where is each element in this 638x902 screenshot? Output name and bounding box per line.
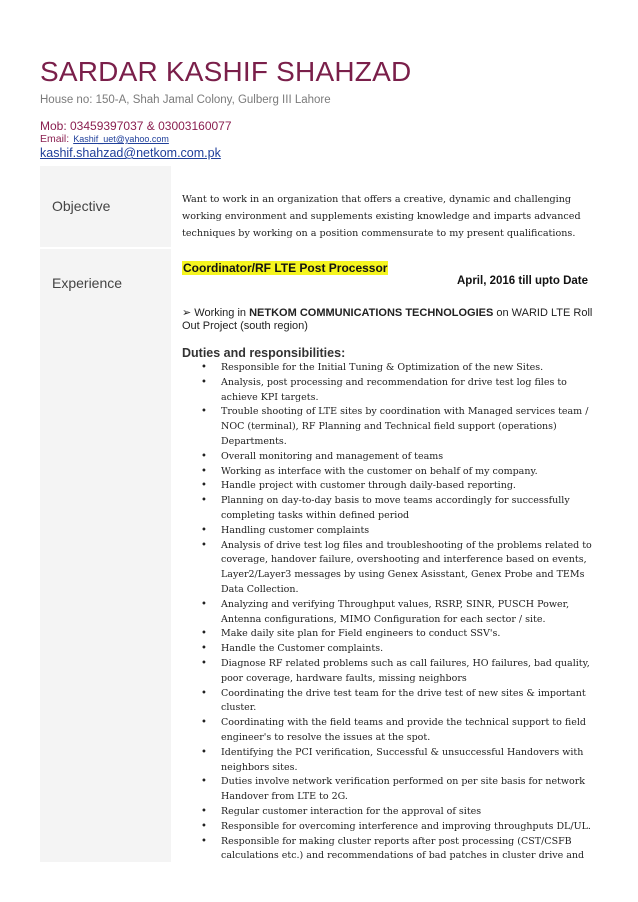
email-label: Email:: [40, 133, 70, 145]
company-name: NETKOM COMMUNICATIONS TECHNOLOGIES: [249, 307, 494, 319]
objective-label: Objective: [52, 198, 111, 214]
job-date: April, 2016 till upto Date: [457, 275, 588, 287]
list-item: • Coordinating with the field teams and provide the technical support to field engineer's to resolve the issues at the spot.: [201, 716, 599, 746]
list-item: • Handling customer complaints: [201, 524, 599, 539]
list-item: • Analysis, post processing and recommendation for drive test log files to achieve KPI targets.: [201, 376, 599, 406]
list-item: • Identifying the PCI verification, Successful & unsuccessful Handovers with neighbors sites.: [201, 746, 599, 776]
list-item: • Planning on day-to-day basis to move teams accordingly for successfully completing tasks within defined period: [201, 494, 599, 524]
list-item: • Regular customer interaction for the approval of sites: [201, 805, 599, 820]
experience-label: Experience: [52, 275, 123, 291]
email-link-yahoo[interactable]: Kashif_uet@yahoo.com: [73, 134, 169, 144]
list-item: • Responsible for the Initial Tuning & Optimization of the new Sites.: [201, 361, 599, 376]
email-link-netkom[interactable]: kashif.shahzad@netkom.com.pk: [40, 146, 221, 160]
candidate-name: SARDAR KASHIF SHAHZAD: [40, 56, 412, 87]
working-line: [182, 307, 602, 333]
list-item: • Analysis of drive test log files and troubleshooting of the problems related to coverage, handover failure, overshooting and interference based on events, Layer2/Layer3 messages by using Genex Asisstant, Genex Probe and TEMs Data Collection.: [201, 539, 599, 598]
duties-heading: Duties and responsibilities:: [182, 346, 346, 360]
objective-text: Want to work in an organization that offers a creative, dynamic and challenging working environment and supplements existing knowledge and imparts advanced techniques by working on a position commensurate to my present qualifications.: [182, 194, 581, 239]
list-item: • Duties involve network verification performed on per site basis for network Handover from LTE to 2G.: [201, 775, 599, 805]
working-prefix: ➢ Working in: [182, 307, 250, 319]
address: House no: 150-A, Shah Jamal Colony, Gulberg III Lahore: [40, 94, 331, 106]
left-column: [40, 166, 171, 862]
job-title: Coordinator/RF LTE Post Processor: [183, 261, 388, 275]
list-item: • Responsible for overcoming interference and improving throughputs DL/UL.: [201, 820, 599, 835]
list-item: • Coordinating the drive test team for the drive test of new sites & important cluster.: [201, 687, 599, 717]
list-item: • Trouble shooting of LTE sites by coordination with Managed services team / NOC (terminal), RF Planning and Technical field support (operations) Departments.: [201, 405, 599, 449]
list-item: • Make daily site plan for Field engineers to conduct SSV's.: [201, 627, 599, 642]
list-item: • Diagnose RF related problems such as call failures, HO failures, bad quality, poor coverage, hardware faults, missing neighbors: [201, 657, 599, 687]
working-suffix: on WARID LTE Roll Out Project (south region): [182, 307, 593, 332]
list-item: • Overall monitoring and management of teams: [201, 450, 599, 465]
list-item: • Working as interface with the customer on behalf of my company.: [201, 465, 599, 480]
mobile: Mob: 03459397037 & 03003160077: [40, 119, 232, 133]
left-column-divider: [40, 247, 171, 249]
duties-list: [201, 361, 599, 864]
list-item: • Responsible for making cluster reports after post processing (CST/CSFB calculations etc.) and recommendations of bad patches in cluster drive and: [201, 835, 599, 865]
list-item: • Handle project with customer through daily-based reporting.: [201, 479, 599, 494]
email-row: [40, 133, 169, 145]
list-item: • Analyzing and verifying Throughput values, RSRP, SINR, PUSCH Power, Antenna configurations, MIMO Configuration for each sector / site.: [201, 598, 599, 628]
list-item: • Handle the Customer complaints.: [201, 642, 599, 657]
